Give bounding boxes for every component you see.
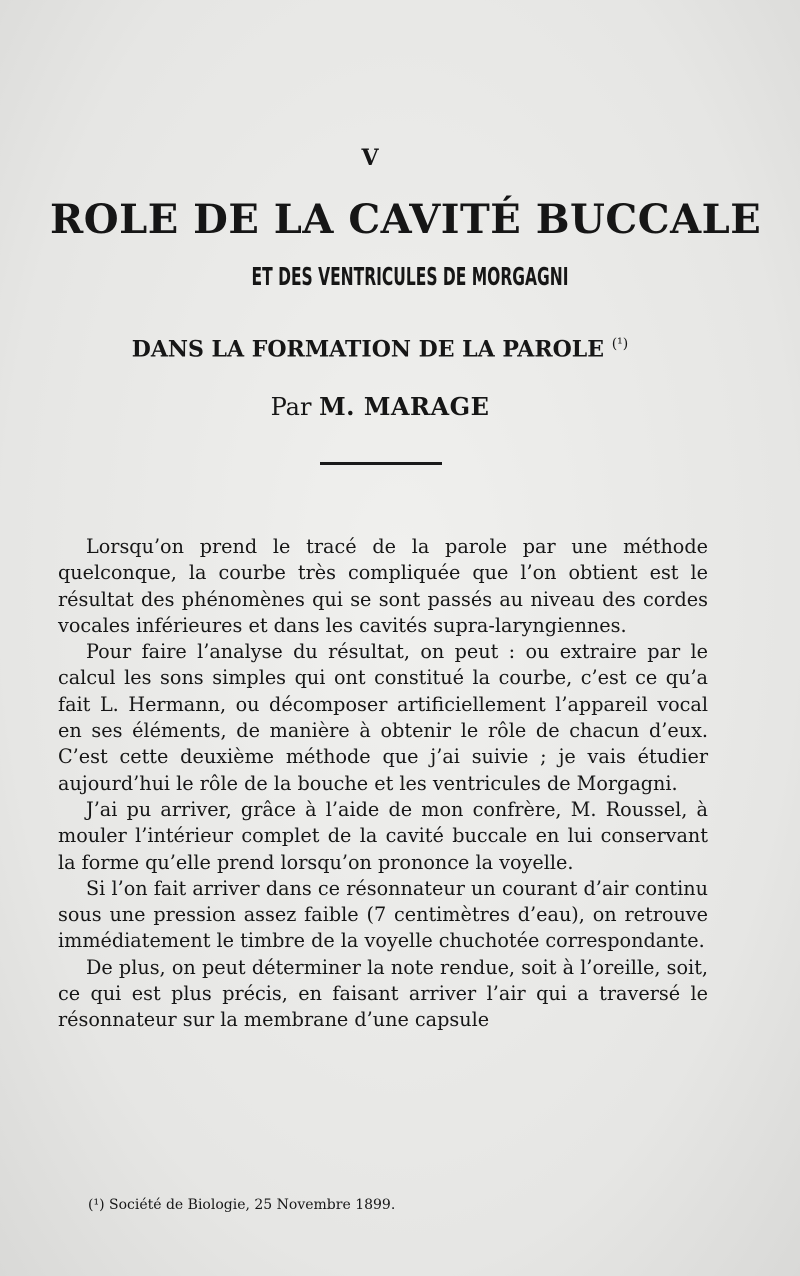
paragraph: Pour faire l’analyse du résultat, on peut : ou extraire par le calcul les sons simples qui ont constitué la courbe, c’est ce qu’a fait L. Hermann, ou décomposer artificiellement l’appareil vocal en ses éléments, de manière à obtenir le rôle de chacun d’eux. C’est cette deuxième méthode que j’ai suivie ; je vais étudier aujourd’hui le rôle de la bouche et les ventricules de Morgagni. [58,640,708,795]
article-body [58,534,708,1034]
author-prefix: Par [270,393,312,421]
author-line [0,392,760,421]
paragraph: Lorsqu’on prend le tracé de la parole par une méthode quelconque, la courbe très compliquée que l’on obtient est le résultat des phénomènes qui se sont passés au niveau des cordes vocales inférieures et dans les cavités supra-laryngiennes. [58,535,708,637]
article-title: ROLE DE LA CAVITÉ BUCCALE [50,196,762,243]
subtitle-line2-text: DANS LA FORMATION DE LA PAROLE [131,336,605,363]
section-numeral: V [361,145,379,171]
title-divider [320,462,442,465]
footnote-reference: (¹) [611,336,629,352]
paragraph: De plus, on peut déterminer la note rendue, soit à l’oreille, soit, ce qui est plus précis, en faisant arriver l’air qui a traversé le résonnateur sur la membrane d’une capsule [58,955,708,1032]
footnote: (¹) Société de Biologie, 25 Novembre 1899. [88,1197,396,1213]
article-subtitle-line2 [40,336,720,362]
paragraph: Si l’on fait arriver dans ce résonnateur un courant d’air continu sous une pression assez faible (7 centimètres d’eau), on retrouve immédiatement le timbre de la voyelle chuchotée correspondante. [58,876,708,953]
paragraph: J’ai pu arriver, grâce à l’aide de mon confrère, M. Roussel, à mouler l’intérieur complet de la cavité buccale en lui conservant la forme qu’elle prend lorsqu’on prononce la voyelle. [58,797,708,874]
author-name: M. MARAGE [319,392,490,421]
article-subtitle-line1: ET DES VENTRICULES DE MORGAGNI [251,262,569,291]
